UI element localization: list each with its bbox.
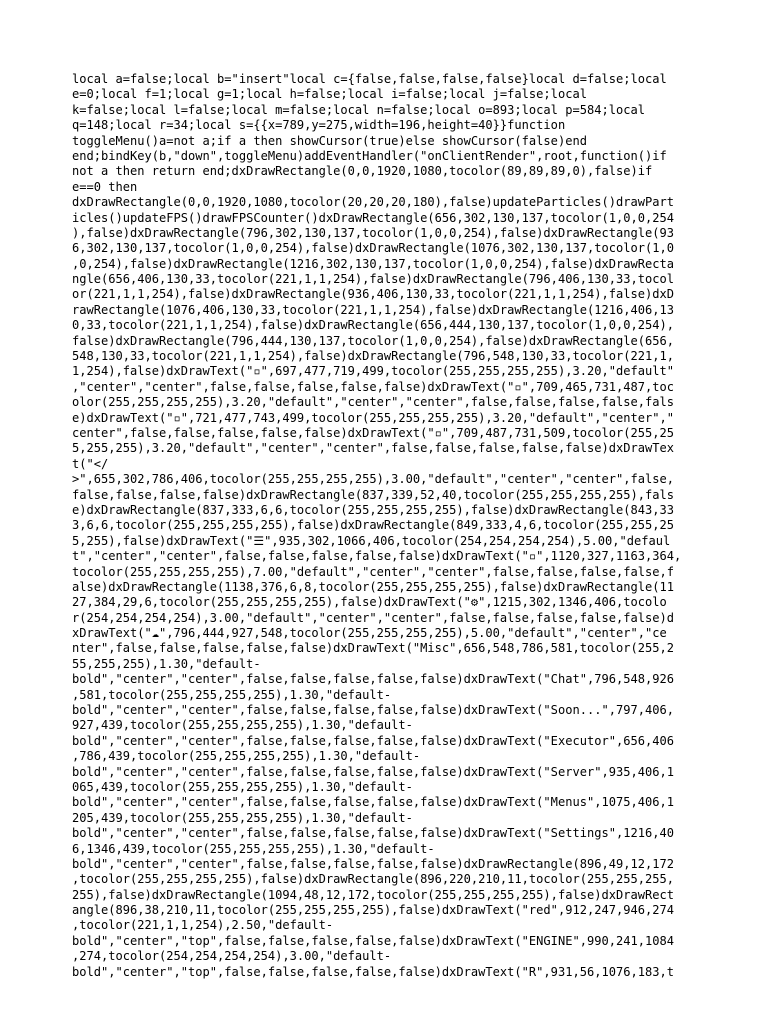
code-line: nter",false,false,false,false,false)dxDrawText("Misc",656,548,786,581,tocolor(255,2 xyxy=(72,641,674,656)
code-line: xDrawText("☁",796,444,927,548,tocolor(255,255,255,255),5.00,"default","center","ce xyxy=(72,626,667,641)
code-line: ,tocolor(221,1,1,254),2.50,"default- xyxy=(72,918,334,933)
code-line: k=false;local l=false;local m=false;local n=false;local o=893;local p=584;local xyxy=(72,102,645,117)
code-line: bold","center","top",false,false,false,false,false)dxDrawText("ENGINE",990,241,1084 xyxy=(72,933,674,948)
code-line: bold","center","center",false,false,false,false,false)dxDrawRectangle(896,49,12,172 xyxy=(72,856,674,871)
code-line: 27,384,29,6,tocolor(255,255,255,255),false)dxDrawText("⚙",1215,302,1346,406,tocolo xyxy=(72,595,667,610)
code-text-block xyxy=(72,72,700,980)
code-line: or(221,1,1,254),false)dxDrawRectangle(936,406,130,33,tocolor(221,1,1,254),false)dxD xyxy=(72,287,674,302)
code-line: ),false)dxDrawRectangle(796,302,130,137,tocolor(1,0,0,254),false)dxDrawRectangle(93 xyxy=(72,225,674,240)
code-line: dxDrawRectangle(0,0,1920,1080,tocolor(20,20,20,180),false)updateParticles()drawPart xyxy=(72,195,674,210)
code-line: t("</ xyxy=(72,456,109,471)
code-line: local a=false;local b="insert"local c={false,false,false,false}local d=false;local xyxy=(72,72,667,86)
code-line: 5,255),false)dxDrawText("☰",935,302,1066,406,tocolor(254,254,254,254),5.00,"defaul xyxy=(72,533,671,548)
code-line: e=0;local f=1;local g=1;local h=false;local i=false;local j=false;local xyxy=(72,87,587,102)
code-line: false,false,false,false)dxDrawRectangle(837,339,52,40,tocolor(255,255,255,255),fals xyxy=(72,487,674,502)
code-line: bold","center","center",false,false,false,false,false)dxDrawText("Executor",656,406 xyxy=(72,733,674,748)
code-line: bold","center","center",false,false,false,false,false)dxDrawText("Server",935,406,1 xyxy=(72,764,674,779)
code-line: olor(255,255,255,255),3.20,"default","center","center",false,false,false,false,fals xyxy=(72,395,674,410)
code-line: t","center","center",false,false,false,false,false)dxDrawText("▫",1120,327,1163,364, xyxy=(72,549,682,564)
code-line: 1,254),false)dxDrawText("▫",697,477,719,499,tocolor(255,255,255,255),3.20,"default" xyxy=(72,364,674,379)
code-line: bold","center","center",false,false,false,false,false)dxDrawText("Menus",1075,406,1 xyxy=(72,795,674,810)
code-line: 065,439,tocolor(255,255,255,255),1.30,"default- xyxy=(72,779,413,794)
code-line: end;bindKey(b,"down",toggleMenu)addEventHandler("onClientRender",root,function()if xyxy=(72,148,667,163)
code-line: angle(896,38,210,11,tocolor(255,255,255,255),false)dxDrawText("red",912,247,946,274 xyxy=(72,903,674,918)
code-line: false)dxDrawRectangle(796,444,130,137,tocolor(1,0,0,254),false)dxDrawRectangle(656, xyxy=(72,333,674,348)
code-line: icles()updateFPS()drawFPSCounter()dxDrawRectangle(656,302,130,137,tocolor(1,0,0,254 xyxy=(72,210,674,225)
code-line: 55,255,255),1.30,"default- xyxy=(72,656,261,671)
code-line: bold","center","center",false,false,false,false,false)dxDrawText("Soon...",797,406, xyxy=(72,703,674,718)
code-line: e)dxDrawRectangle(837,333,6,6,tocolor(255,255,255,255),false)dxDrawRectangle(843,33 xyxy=(72,502,674,517)
code-line: r(254,254,254,254),3.00,"default","center","center",false,false,false,false,false)d xyxy=(72,610,674,625)
code-line: bold","center","top",false,false,false,false,false)dxDrawText("R",931,56,1076,183,t xyxy=(72,964,674,979)
code-line: bold","center","center",false,false,false,false,false)dxDrawText("Chat",796,548,926 xyxy=(72,672,674,687)
code-line: 5,255,255),3.20,"default","center","center",false,false,false,false,false)dxDrawTex xyxy=(72,441,674,456)
code-line: 6,302,130,137,tocolor(1,0,0,254),false)dxDrawRectangle(1076,302,130,137,tocolor(1,0 xyxy=(72,241,674,256)
code-line: e==0 then xyxy=(72,179,138,194)
code-line: 548,130,33,tocolor(221,1,1,254),false)dxDrawRectangle(796,548,130,33,tocolor(221,1, xyxy=(72,349,674,364)
code-line: toggleMenu()a=not a;if a then showCursor(true)else showCursor(false)end xyxy=(72,133,587,148)
code-line: ,581,tocolor(255,255,255,255),1.30,"default- xyxy=(72,687,392,702)
code-line: ngle(656,406,130,33,tocolor(221,1,1,254),false)dxDrawRectangle(796,406,130,33,tocol xyxy=(72,272,674,287)
code-line: 6,1346,439,tocolor(255,255,255,255),1.30,"default- xyxy=(72,841,435,856)
code-line: 205,439,tocolor(255,255,255,255),1.30,"default- xyxy=(72,810,413,825)
code-line: q=148;local r=34;local s={{x=789,y=275,width=196,height=40}}function xyxy=(72,118,566,133)
code-line: rawRectangle(1076,406,130,33,tocolor(221,1,1,254),false)dxDrawRectangle(1216,406,13 xyxy=(72,302,674,317)
code-line: ,tocolor(255,255,255,255),false)dxDrawRectangle(896,220,210,11,tocolor(255,255,255, xyxy=(72,872,674,887)
code-line: ,0,254),false)dxDrawRectangle(1216,302,130,137,tocolor(1,0,0,254),false)dxDrawRecta xyxy=(72,256,674,271)
code-line: alse)dxDrawRectangle(1138,376,6,8,tocolor(255,255,255,255),false)dxDrawRectangle(11 xyxy=(72,579,674,594)
code-line: ,786,439,tocolor(255,255,255,255),1.30,"default- xyxy=(72,749,421,764)
code-line: 927,439,tocolor(255,255,255,255),1.30,"default- xyxy=(72,718,413,733)
code-line: center",false,false,false,false,false)dxDrawText("▫",709,487,731,509,tocolor(255,25 xyxy=(72,425,674,440)
code-line: ,274,tocolor(254,254,254,254),3.00,"default- xyxy=(72,949,392,964)
code-line: ,"center","center",false,false,false,false,false)dxDrawText("▫",709,465,731,487,toc xyxy=(72,379,674,394)
code-line: 255),false)dxDrawRectangle(1094,48,12,172,tocolor(255,255,255,255),false)dxDrawRect xyxy=(72,887,674,902)
code-line: >",655,302,786,406,tocolor(255,255,255,255),3.00,"default","center","center",false, xyxy=(72,472,674,487)
code-line: 0,33,tocolor(221,1,1,254),false)dxDrawRectangle(656,444,130,137,tocolor(1,0,0,254), xyxy=(72,318,674,333)
code-line: bold","center","center",false,false,false,false,false)dxDrawText("Settings",1216,40 xyxy=(72,826,674,841)
code-line: 3,6,6,tocolor(255,255,255,255),false)dxDrawRectangle(849,333,4,6,tocolor(255,255,25 xyxy=(72,518,674,533)
code-line: not a then return end;dxDrawRectangle(0,0,1920,1080,tocolor(89,89,89,0),false)if xyxy=(72,164,653,179)
code-line: e)dxDrawText("▫",721,477,743,499,tocolor(255,255,255,255),3.20,"default","center"," xyxy=(72,410,674,425)
code-line: tocolor(255,255,255,255),7.00,"default","center","center",false,false,false,false,f xyxy=(72,564,674,579)
